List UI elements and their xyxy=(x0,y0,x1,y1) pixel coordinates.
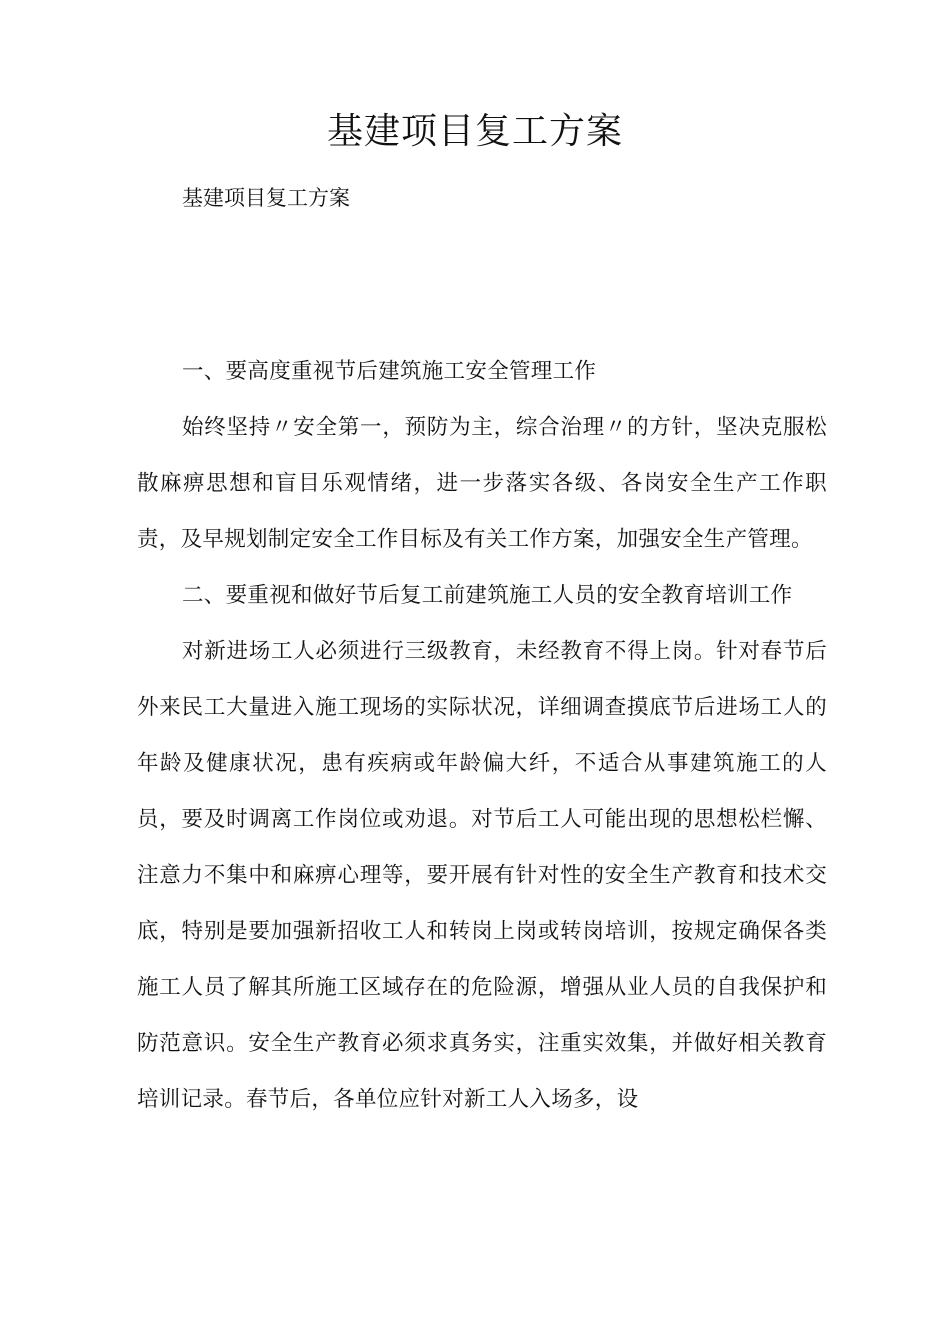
document-title: 基建项目复工方案 xyxy=(326,111,623,152)
paragraph-2: 对新进场工人必须进行三级教育，未经教育不得上岗。针对春节后外来民工大量进入施工现场的实际状况，详细调查摸底节后进场工人的年龄及健康状况，患有疾病或年龄偏大纤，不适合从事建筑施工的人员，要及时调离工作岗位或劝退。对节后工人可能出现的思想松栏懈、注意力不集中和麻痹心理等，要开展有针对性的安全生产教育和技术交底，特别是要加强新招收工人和转岗上岗或转岗培训，按规定确保各类施工人员了解其所施工区域存在的危险源，增强从业人员的自我保护和防范意识。安全生产教育必须求真务实，注重实效集，并做好相关教育培训记录。春节后，各单位应针对新工人入场多，设 xyxy=(137,639,827,1112)
section-heading-2: 二、要重视和做好节后复工前建筑施工人员的安全教育培训工作 xyxy=(182,583,793,608)
paragraph-1: 始终坚持〃安全第一，预防为主，综合治理〃的方针，坚决克服松散麻痹思想和盲目乐观情绪，进一步落实各级、各岗安全生产工作职责，及早规划制定安全工作目标及有关工作方案，加强安全生产管理。 xyxy=(137,415,827,552)
section-heading-1: 一、要高度重视节后建筑施工安全管理工作 xyxy=(182,359,597,384)
document-subtitle: 基建项目复工方案 xyxy=(182,186,350,210)
document-body xyxy=(137,344,827,1128)
